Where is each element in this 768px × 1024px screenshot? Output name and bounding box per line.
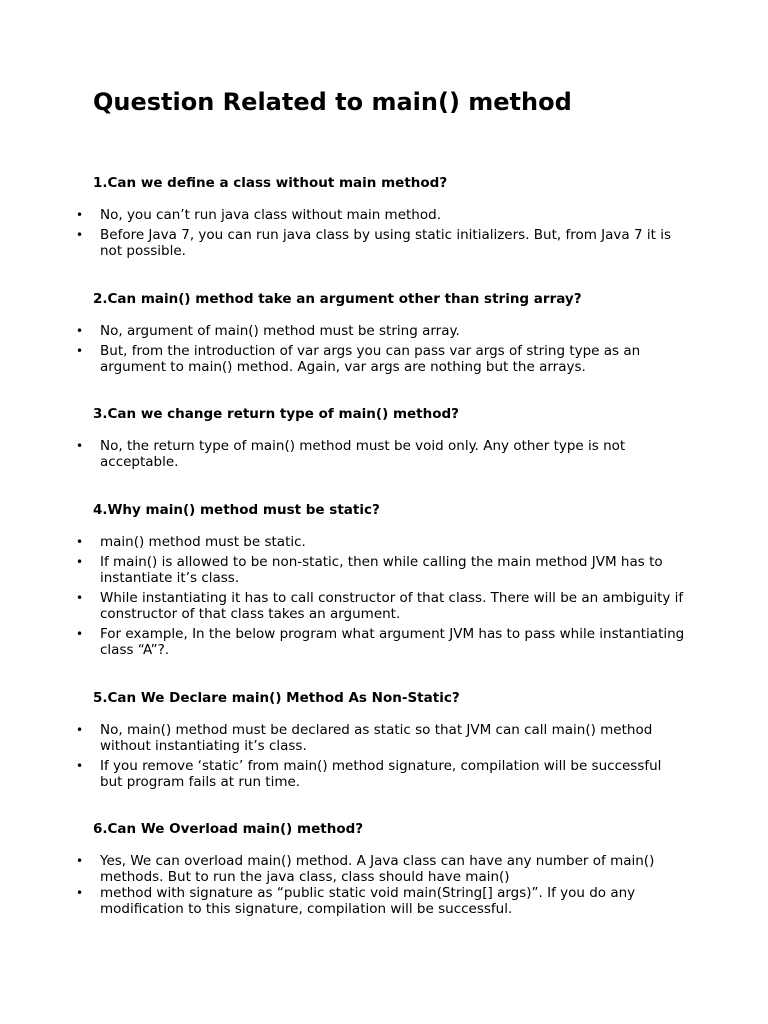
answer-item bbox=[0, 438, 685, 470]
bullet-icon: • bbox=[76, 886, 84, 900]
answer-item bbox=[0, 722, 685, 754]
answer-list bbox=[0, 722, 768, 794]
answer-text: If main() is allowed to be non-static, then while calling the main method JVM has to instantiate it’s class. bbox=[100, 554, 663, 586]
answer-text: If you remove ‘static’ from main() method signature, compilation will be successful but program fails at run time. bbox=[100, 758, 662, 790]
answer-list bbox=[0, 534, 768, 662]
answer-list bbox=[0, 323, 768, 379]
bullet-icon: • bbox=[76, 228, 84, 242]
page-title: Question Related to main() method bbox=[93, 88, 572, 116]
answer-list bbox=[0, 207, 768, 263]
bullet-icon: • bbox=[76, 759, 84, 773]
answer-text: No, main() method must be declared as static so that JVM can call main() method without instantiating it’s class. bbox=[100, 722, 653, 754]
bullet-icon: • bbox=[76, 344, 84, 358]
bullet-icon: • bbox=[76, 723, 84, 737]
answer-item bbox=[0, 853, 685, 885]
answer-text: For example, In the below program what argument JVM has to pass while instantiating class “A”?. bbox=[100, 626, 685, 658]
bullet-icon: • bbox=[76, 535, 84, 549]
answer-item bbox=[0, 343, 685, 375]
answer-item bbox=[0, 207, 685, 223]
answer-text: method with signature as “public static void main(String[] args)”. If you do any modification to this signature, compilation will be successful. bbox=[100, 885, 636, 917]
answer-item bbox=[0, 227, 685, 259]
answer-text: Yes, We can overload main() method. A Java class can have any number of main() methods. But to run the java class, class should have main() bbox=[100, 853, 655, 885]
bullet-icon: • bbox=[76, 439, 84, 453]
answer-list bbox=[0, 853, 768, 921]
bullet-icon: • bbox=[76, 208, 84, 222]
answer-item bbox=[0, 626, 685, 658]
answer-list bbox=[0, 438, 768, 474]
answer-text: No, argument of main() method must be string array. bbox=[100, 323, 460, 339]
answer-text: No, you can’t run java class without main method. bbox=[100, 207, 441, 223]
answer-item bbox=[0, 885, 685, 917]
bullet-icon: • bbox=[76, 854, 84, 868]
answer-item bbox=[0, 590, 685, 622]
question-heading: 6.Can We Overload main() method? bbox=[93, 821, 364, 837]
answer-text: No, the return type of main() method must be void only. Any other type is not acceptable. bbox=[100, 438, 626, 470]
answer-text: While instantiating it has to call constructor of that class. There will be an ambiguity if constructor of that class takes an argument. bbox=[100, 590, 684, 622]
question-heading: 4.Why main() method must be static? bbox=[93, 502, 380, 518]
bullet-icon: • bbox=[76, 627, 84, 641]
question-heading: 2.Can main() method take an argument other than string array? bbox=[93, 291, 582, 307]
question-heading: 1.Can we define a class without main method? bbox=[93, 175, 448, 191]
answer-item bbox=[0, 323, 685, 339]
answer-text: main() method must be static. bbox=[100, 534, 306, 550]
bullet-icon: • bbox=[76, 555, 84, 569]
answer-text: But, from the introduction of var args you can pass var args of string type as an argument to main() method. Again, var args are nothing but the arrays. bbox=[100, 343, 641, 375]
question-heading: 5.Can We Declare main() Method As Non-Static? bbox=[93, 690, 460, 706]
bullet-icon: • bbox=[76, 591, 84, 605]
question-heading: 3.Can we change return type of main() method? bbox=[93, 406, 460, 422]
answer-item bbox=[0, 534, 685, 550]
answer-item bbox=[0, 758, 685, 790]
answer-text: Before Java 7, you can run java class by using static initializers. But, from Java 7 it is not possible. bbox=[100, 227, 671, 259]
bullet-icon: • bbox=[76, 324, 84, 338]
answer-item bbox=[0, 554, 685, 586]
